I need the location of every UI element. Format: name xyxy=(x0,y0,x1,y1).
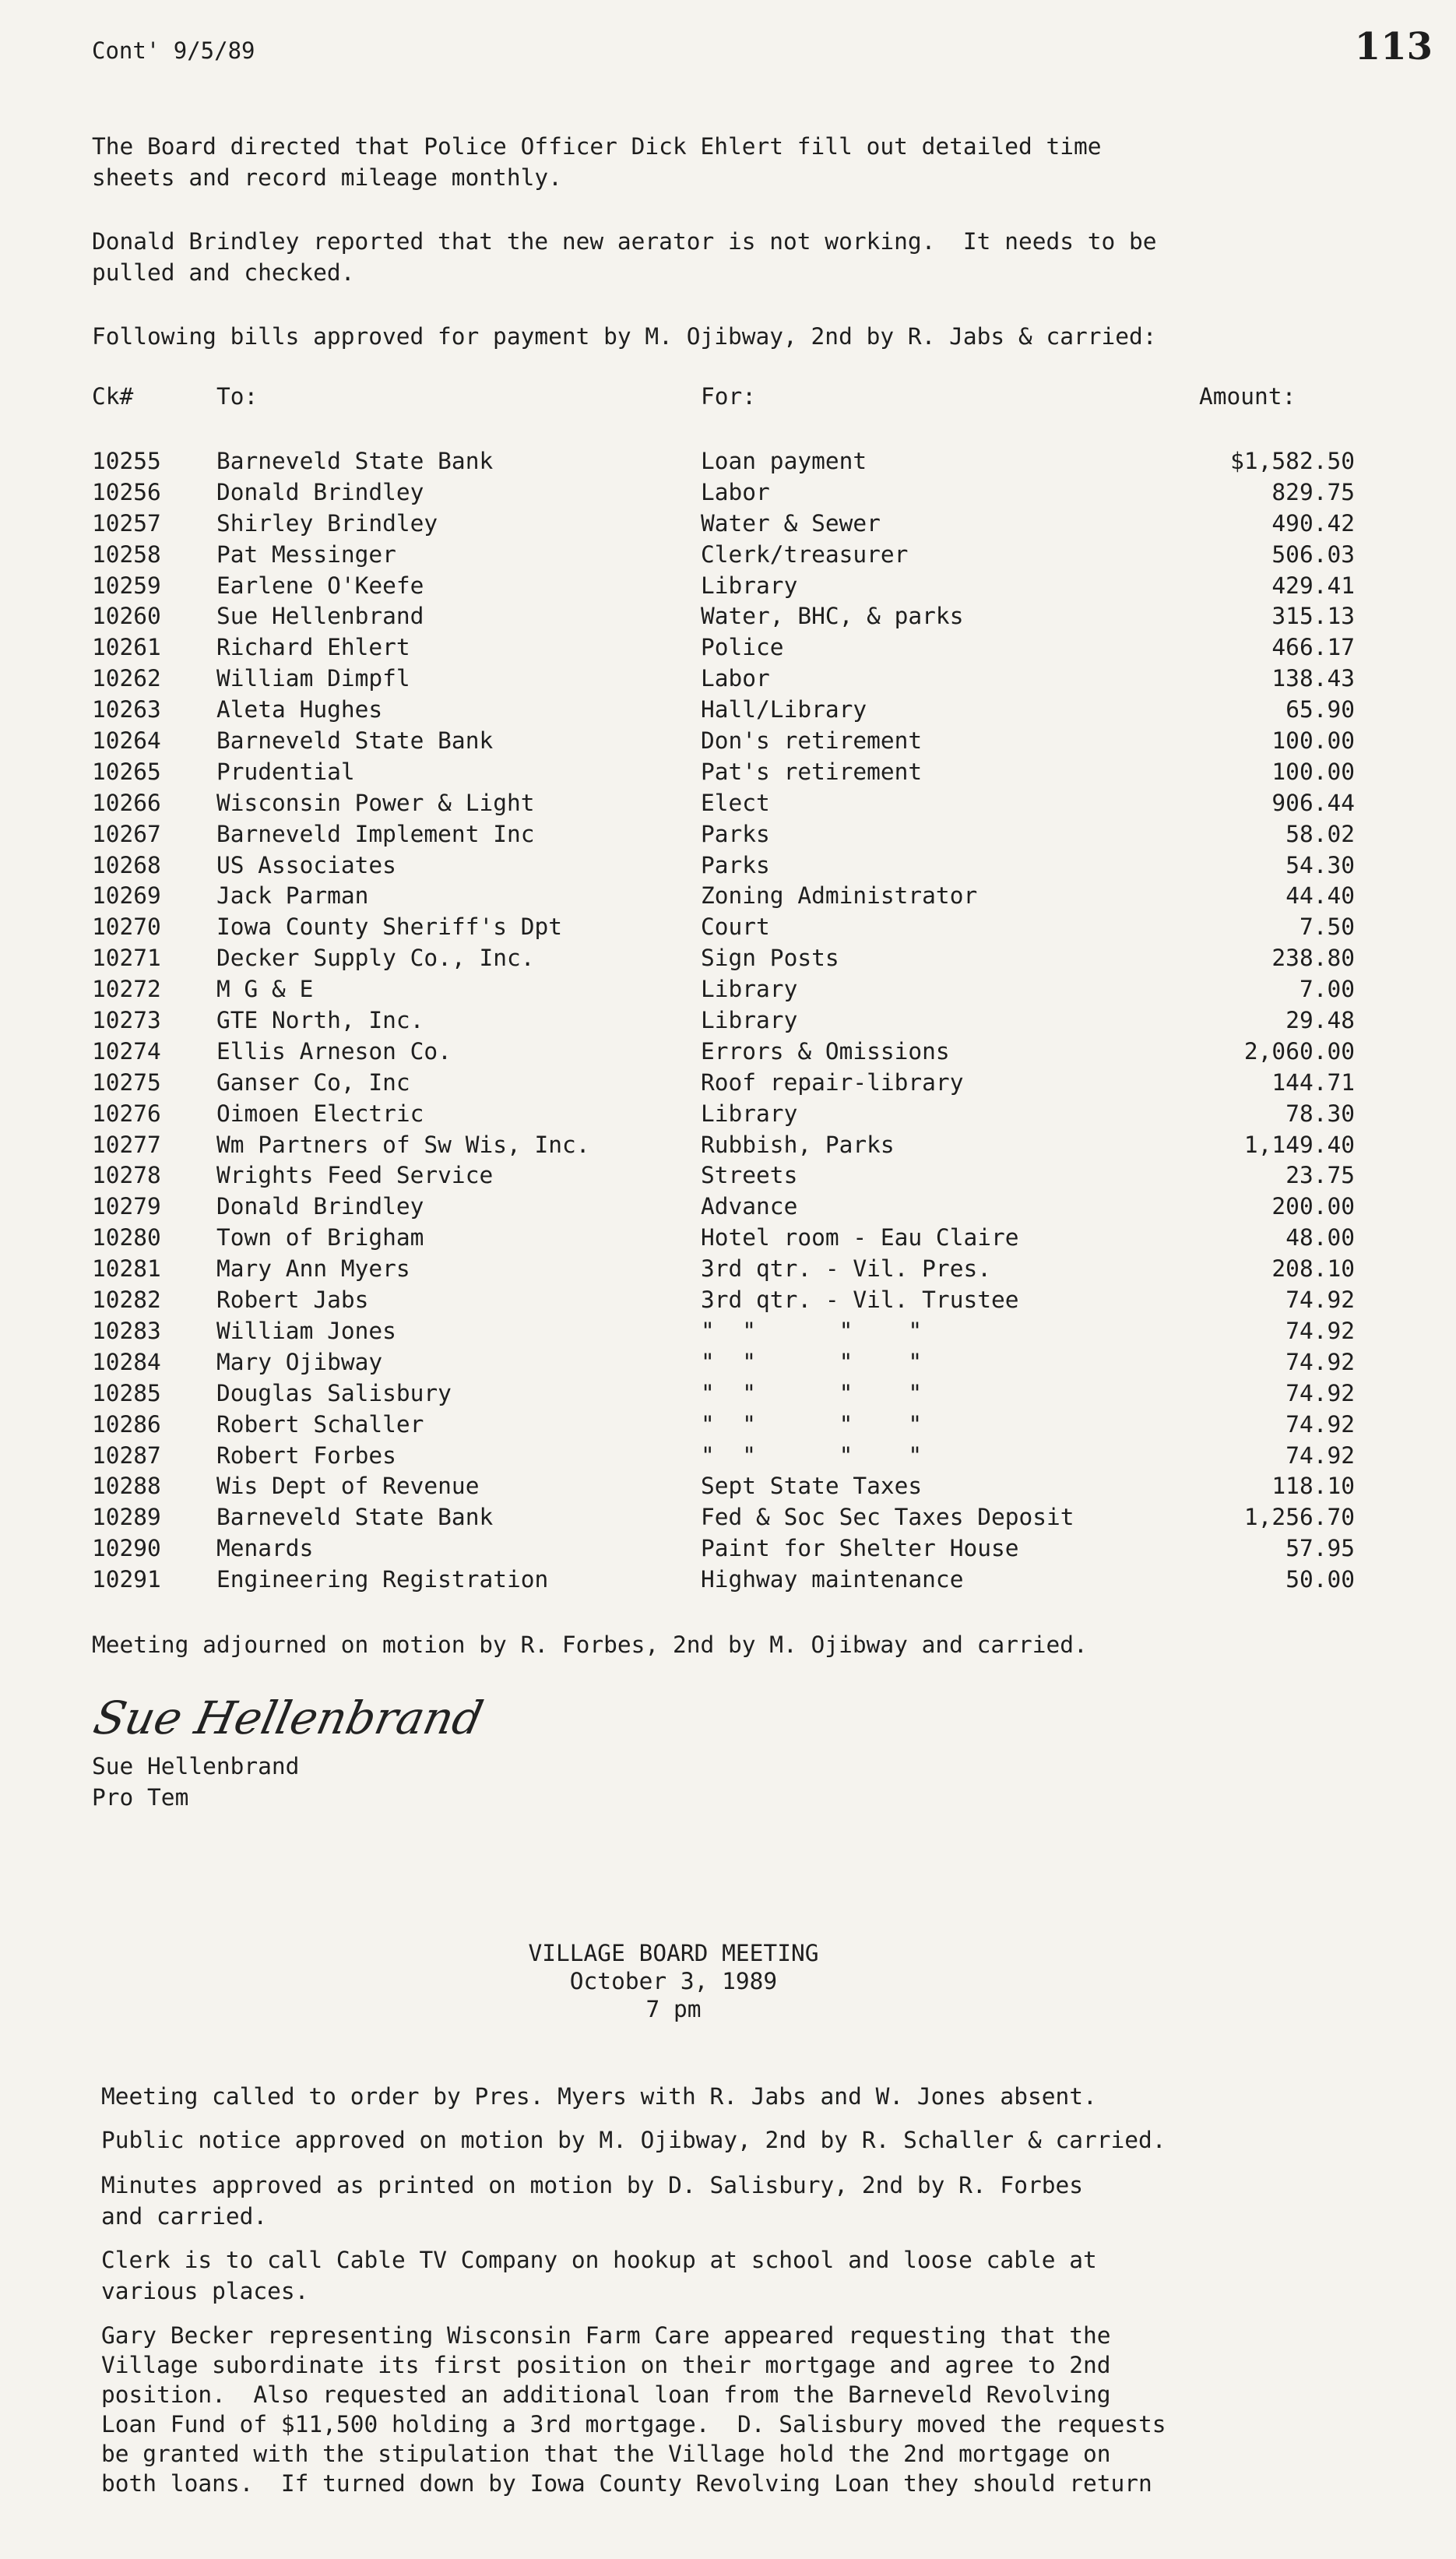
bill-payee: Prudential xyxy=(216,758,355,785)
bill-payee: Robert Schaller xyxy=(216,1410,424,1438)
bill-amount: 2,060.00 xyxy=(1243,1037,1355,1065)
bill-check-number: 10288 xyxy=(92,1473,161,1500)
bill-amount: 118.10 xyxy=(1271,1473,1355,1500)
bill-purpose: Labor xyxy=(701,665,770,692)
bill-amount: 208.10 xyxy=(1271,1255,1355,1283)
bill-check-number: 10270 xyxy=(92,913,161,941)
bill-row xyxy=(0,1409,1456,1440)
bill-check-number: 10258 xyxy=(92,540,161,568)
bill-check-number: 10290 xyxy=(92,1535,161,1562)
bill-check-number: 10265 xyxy=(92,758,161,785)
header-for: For: xyxy=(701,383,757,410)
bill-purpose: Parks xyxy=(701,851,770,878)
bill-row xyxy=(0,694,1456,725)
bill-row xyxy=(0,1253,1456,1284)
bill-row xyxy=(0,818,1456,850)
bill-payee: Town of Brigham xyxy=(216,1224,424,1251)
bill-amount: 7.50 xyxy=(1299,913,1355,941)
bill-row xyxy=(0,911,1456,942)
signature-text: Sue Hellenbrand xyxy=(89,1691,488,1744)
bill-purpose: Fed & Soc Sec Taxes Deposit xyxy=(701,1504,1074,1531)
bill-row xyxy=(0,1129,1456,1160)
bill-payee: GTE North, Inc. xyxy=(216,1007,424,1034)
bill-payee: Robert Forbes xyxy=(216,1441,396,1469)
bill-payee: M G & E xyxy=(216,976,314,1003)
bill-amount: 200.00 xyxy=(1271,1193,1355,1220)
bill-row xyxy=(0,477,1456,508)
bill-purpose: " " " " xyxy=(701,1317,923,1344)
bill-check-number: 10257 xyxy=(92,509,161,537)
bill-purpose: Library xyxy=(701,1007,798,1034)
bill-purpose: Zoning Administrator xyxy=(701,882,978,910)
bill-row xyxy=(0,1440,1456,1471)
bill-check-number: 10287 xyxy=(92,1441,161,1469)
bill-purpose: Sign Posts xyxy=(701,945,839,972)
bill-purpose: Pat's retirement xyxy=(701,758,923,785)
bill-row xyxy=(0,1470,1456,1501)
bill-purpose: Library xyxy=(701,976,798,1003)
bill-amount: 65.90 xyxy=(1285,696,1355,723)
bill-payee: Wisconsin Power & Light xyxy=(216,789,535,816)
bill-purpose: " " " " xyxy=(701,1410,923,1438)
bill-check-number: 10261 xyxy=(92,634,161,661)
bill-payee: Donald Brindley xyxy=(216,478,424,505)
bill-row xyxy=(0,1005,1456,1036)
bill-amount: 144.71 xyxy=(1271,1068,1355,1096)
paragraph-bills-approved: Following bills approved for payment by M. Ojibway, 2nd by R. Jabs & carried: xyxy=(92,323,1157,350)
bill-row xyxy=(0,1564,1456,1595)
signer-name: Sue Hellenbrand xyxy=(92,1753,300,1779)
bill-check-number: 10286 xyxy=(92,1410,161,1438)
bill-payee: US Associates xyxy=(216,851,396,878)
bill-purpose: Labor xyxy=(701,478,770,505)
paragraph-public-notice: Public notice approved on motion by M. Ojibway, 2nd by R. Schaller & carried. xyxy=(101,2127,1166,2153)
bill-row xyxy=(0,600,1456,632)
bill-purpose: Parks xyxy=(701,820,770,847)
bill-amount: 48.00 xyxy=(1285,1224,1355,1251)
bill-row xyxy=(0,1378,1456,1409)
bill-row xyxy=(0,973,1456,1005)
bill-check-number: 10263 xyxy=(92,696,161,723)
bill-row xyxy=(0,756,1456,787)
bill-payee: Engineering Registration xyxy=(216,1566,549,1593)
bill-payee: Wis Dept of Revenue xyxy=(216,1473,480,1500)
bill-row xyxy=(0,539,1456,570)
bill-check-number: 10280 xyxy=(92,1224,161,1251)
bill-amount: 100.00 xyxy=(1271,727,1355,755)
bill-purpose: Don's retirement xyxy=(701,727,923,755)
bill-purpose: Hall/Library xyxy=(701,696,867,723)
bill-purpose: Clerk/treasurer xyxy=(701,540,909,568)
bill-amount: 29.48 xyxy=(1285,1007,1355,1034)
bill-amount: 58.02 xyxy=(1285,820,1355,847)
paragraph-minutes: Minutes approved as printed on motion by D. Salisbury, 2nd by R. Forbes and carried. xyxy=(101,2172,1083,2230)
bill-check-number: 10276 xyxy=(92,1100,161,1127)
meeting-title: VILLAGE BOARD MEETING xyxy=(528,1940,819,1966)
bill-purpose: " " " " xyxy=(701,1348,923,1375)
bill-amount: 466.17 xyxy=(1271,634,1355,661)
bill-row xyxy=(0,663,1456,694)
bill-purpose: Elect xyxy=(701,789,770,816)
header-ck: Ck# xyxy=(92,383,134,410)
bill-amount: 138.43 xyxy=(1271,665,1355,692)
bill-amount: 906.44 xyxy=(1271,789,1355,816)
bill-row xyxy=(0,1222,1456,1253)
bill-amount: 54.30 xyxy=(1285,851,1355,878)
paragraph-police-timesheets: The Board directed that Police Officer Dick Ehlert fill out detailed time sheets and record mileage monthly. xyxy=(92,133,1102,191)
bill-row xyxy=(0,1315,1456,1346)
bill-check-number: 10272 xyxy=(92,976,161,1003)
header-to: To: xyxy=(216,383,258,410)
bill-payee: Barneveld State Bank xyxy=(216,727,494,755)
paragraph-farm-care: Gary Becker representing Wisconsin Farm Care appeared requesting that the Village subordinate its first position on their mortgage and agree to 2nd position. Also requested an additional loan from the Barneveld Revolving Loan Fund of $11,500 holding a 3rd mortgage. D. Salisbury moved the requests be granted with the stipulation that the Village hold the 2nd mortgage on both loans. If turned down by Iowa County Revolving Loan they should return xyxy=(101,2322,1166,2497)
bill-payee: Robert Jabs xyxy=(216,1287,369,1314)
bill-amount: 74.92 xyxy=(1285,1348,1355,1375)
paragraph-aerator: Donald Brindley reported that the new aerator is not working. It needs to be pulled and checked. xyxy=(92,228,1157,286)
bill-payee: Wm Partners of Sw Wis, Inc. xyxy=(216,1131,590,1158)
bill-amount: 506.03 xyxy=(1271,540,1355,568)
bill-purpose: Water, BHC, & parks xyxy=(701,603,964,630)
bill-payee: Decker Supply Co., Inc. xyxy=(216,945,535,972)
bill-row xyxy=(0,1067,1456,1098)
continuation-date: Cont' 9/5/89 xyxy=(92,37,255,64)
meeting-date: October 3, 1989 xyxy=(569,1968,778,1994)
bill-amount: 74.92 xyxy=(1285,1379,1355,1406)
bill-purpose: Advance xyxy=(701,1193,798,1220)
meeting-time: 7 pm xyxy=(645,1996,702,2022)
bill-payee: Ellis Arneson Co. xyxy=(216,1037,452,1065)
bill-purpose: Loan payment xyxy=(701,448,867,474)
bill-payee: Richard Ehlert xyxy=(216,634,410,661)
paragraph-call-to-order: Meeting called to order by Pres. Myers with R. Jabs and W. Jones absent. xyxy=(101,2083,1097,2110)
bill-check-number: 10255 xyxy=(92,448,161,474)
bill-amount: 44.40 xyxy=(1285,882,1355,910)
bill-check-number: 10262 xyxy=(92,665,161,692)
bill-amount: 829.75 xyxy=(1271,478,1355,505)
bill-check-number: 10281 xyxy=(92,1255,161,1283)
bill-payee: Pat Messinger xyxy=(216,540,396,568)
bill-check-number: 10259 xyxy=(92,572,161,599)
page-number: 113 xyxy=(1354,25,1433,69)
signer-title: Pro Tem xyxy=(92,1784,189,1811)
bill-purpose: 3rd qtr. - Vil. Trustee xyxy=(701,1287,1019,1314)
bill-row xyxy=(0,1098,1456,1129)
bill-payee: William Dimpfl xyxy=(216,665,410,692)
bill-row xyxy=(0,942,1456,973)
bills-table-header xyxy=(0,383,1456,414)
signature-image xyxy=(89,1681,488,1751)
bills-table xyxy=(0,445,1456,1595)
bill-row xyxy=(0,1501,1456,1533)
bill-check-number: 10277 xyxy=(92,1131,161,1158)
bill-purpose: Library xyxy=(701,572,798,599)
bill-check-number: 10291 xyxy=(92,1566,161,1593)
bill-check-number: 10285 xyxy=(92,1379,161,1406)
bill-payee: Wrights Feed Service xyxy=(216,1162,494,1189)
bill-payee: Barneveld State Bank xyxy=(216,1504,494,1531)
bill-payee: Mary Ann Myers xyxy=(216,1255,410,1283)
bill-payee: Sue Hellenbrand xyxy=(216,603,424,630)
bill-check-number: 10269 xyxy=(92,882,161,910)
bill-amount: 490.42 xyxy=(1271,509,1355,537)
bill-payee: Ganser Co, Inc xyxy=(216,1068,410,1096)
bill-row xyxy=(0,570,1456,601)
bill-check-number: 10266 xyxy=(92,789,161,816)
bill-payee: Aleta Hughes xyxy=(216,696,383,723)
bill-payee: Barneveld State Bank xyxy=(216,448,494,474)
bill-amount: 1,149.40 xyxy=(1243,1131,1355,1158)
bill-amount: 74.92 xyxy=(1285,1410,1355,1438)
bill-check-number: 10273 xyxy=(92,1007,161,1034)
bill-check-number: 10278 xyxy=(92,1162,161,1189)
bill-check-number: 10271 xyxy=(92,945,161,972)
bill-amount: 7.00 xyxy=(1299,976,1355,1003)
bill-amount: 429.41 xyxy=(1271,572,1355,599)
bill-check-number: 10279 xyxy=(92,1193,161,1220)
signer-block xyxy=(92,1751,299,1813)
bill-row xyxy=(0,1036,1456,1067)
bill-amount: 74.92 xyxy=(1285,1441,1355,1469)
bill-payee: Jack Parman xyxy=(216,882,369,910)
bill-check-number: 10268 xyxy=(92,851,161,878)
bill-payee: Menards xyxy=(216,1535,314,1562)
bill-amount: 23.75 xyxy=(1285,1162,1355,1189)
bill-row xyxy=(0,1533,1456,1564)
bill-check-number: 10267 xyxy=(92,820,161,847)
bill-amount: 238.80 xyxy=(1271,945,1355,972)
bill-amount: 1,256.70 xyxy=(1243,1504,1355,1531)
paragraph-cable-tv: Clerk is to call Cable TV Company on hookup at school and loose cable at various places. xyxy=(101,2247,1097,2304)
bill-row xyxy=(0,850,1456,881)
bill-purpose: 3rd qtr. - Vil. Pres. xyxy=(701,1255,991,1283)
bill-check-number: 10260 xyxy=(92,603,161,630)
bill-row xyxy=(0,508,1456,539)
bill-amount: 50.00 xyxy=(1285,1566,1355,1593)
bill-row xyxy=(0,1160,1456,1191)
bill-amount: 57.95 xyxy=(1285,1535,1355,1562)
bill-amount: 74.92 xyxy=(1285,1317,1355,1344)
bill-row xyxy=(0,787,1456,818)
bill-payee: Shirley Brindley xyxy=(216,509,438,537)
bill-check-number: 10274 xyxy=(92,1037,161,1065)
bill-amount: 74.92 xyxy=(1285,1287,1355,1314)
bill-purpose: " " " " xyxy=(701,1441,923,1469)
bill-purpose: Library xyxy=(701,1100,798,1127)
bill-purpose: Hotel room - Eau Claire xyxy=(701,1224,1019,1251)
bill-check-number: 10264 xyxy=(92,727,161,755)
bill-payee: William Jones xyxy=(216,1317,396,1344)
bill-payee: Donald Brindley xyxy=(216,1193,424,1220)
bill-payee: Oimoen Electric xyxy=(216,1100,424,1127)
bill-row xyxy=(0,725,1456,756)
bill-check-number: 10275 xyxy=(92,1068,161,1096)
bill-payee: Mary Ojibway xyxy=(216,1348,383,1375)
bill-purpose: Water & Sewer xyxy=(701,509,881,537)
bill-row xyxy=(0,1346,1456,1378)
bill-purpose: Sept State Taxes xyxy=(701,1473,923,1500)
bill-amount: $1,582.50 xyxy=(1230,448,1355,474)
bill-payee: Iowa County Sheriff's Dpt xyxy=(216,913,563,941)
bill-row xyxy=(0,880,1456,911)
adjourned-note: Meeting adjourned on motion by R. Forbes, 2nd by M. Ojibway and carried. xyxy=(92,1631,1088,1658)
bill-payee: Barneveld Implement Inc xyxy=(216,820,535,847)
bill-payee: Earlene O'Keefe xyxy=(216,572,424,599)
bill-purpose: Paint for Shelter House xyxy=(701,1535,1019,1562)
bill-check-number: 10282 xyxy=(92,1287,161,1314)
bill-row xyxy=(0,445,1456,477)
bill-check-number: 10283 xyxy=(92,1317,161,1344)
bill-row xyxy=(0,1284,1456,1315)
bill-purpose: Errors & Omissions xyxy=(701,1037,950,1065)
header-amount: Amount: xyxy=(1199,383,1296,410)
bill-check-number: 10256 xyxy=(92,478,161,505)
bill-check-number: 10284 xyxy=(92,1348,161,1375)
bill-row xyxy=(0,1191,1456,1222)
bill-purpose: Police xyxy=(701,634,784,661)
bill-amount: 315.13 xyxy=(1271,603,1355,630)
bill-payee: Douglas Salisbury xyxy=(216,1379,452,1406)
bill-amount: 100.00 xyxy=(1271,758,1355,785)
bill-purpose: Rubbish, Parks xyxy=(701,1131,895,1158)
bill-row xyxy=(0,632,1456,663)
bill-purpose: Court xyxy=(701,913,770,941)
bill-purpose: " " " " xyxy=(701,1379,923,1406)
bill-check-number: 10289 xyxy=(92,1504,161,1531)
bill-purpose: Roof repair-library xyxy=(701,1068,964,1096)
bill-purpose: Streets xyxy=(701,1162,798,1189)
bill-purpose: Highway maintenance xyxy=(701,1566,964,1593)
bill-amount: 78.30 xyxy=(1285,1100,1355,1127)
